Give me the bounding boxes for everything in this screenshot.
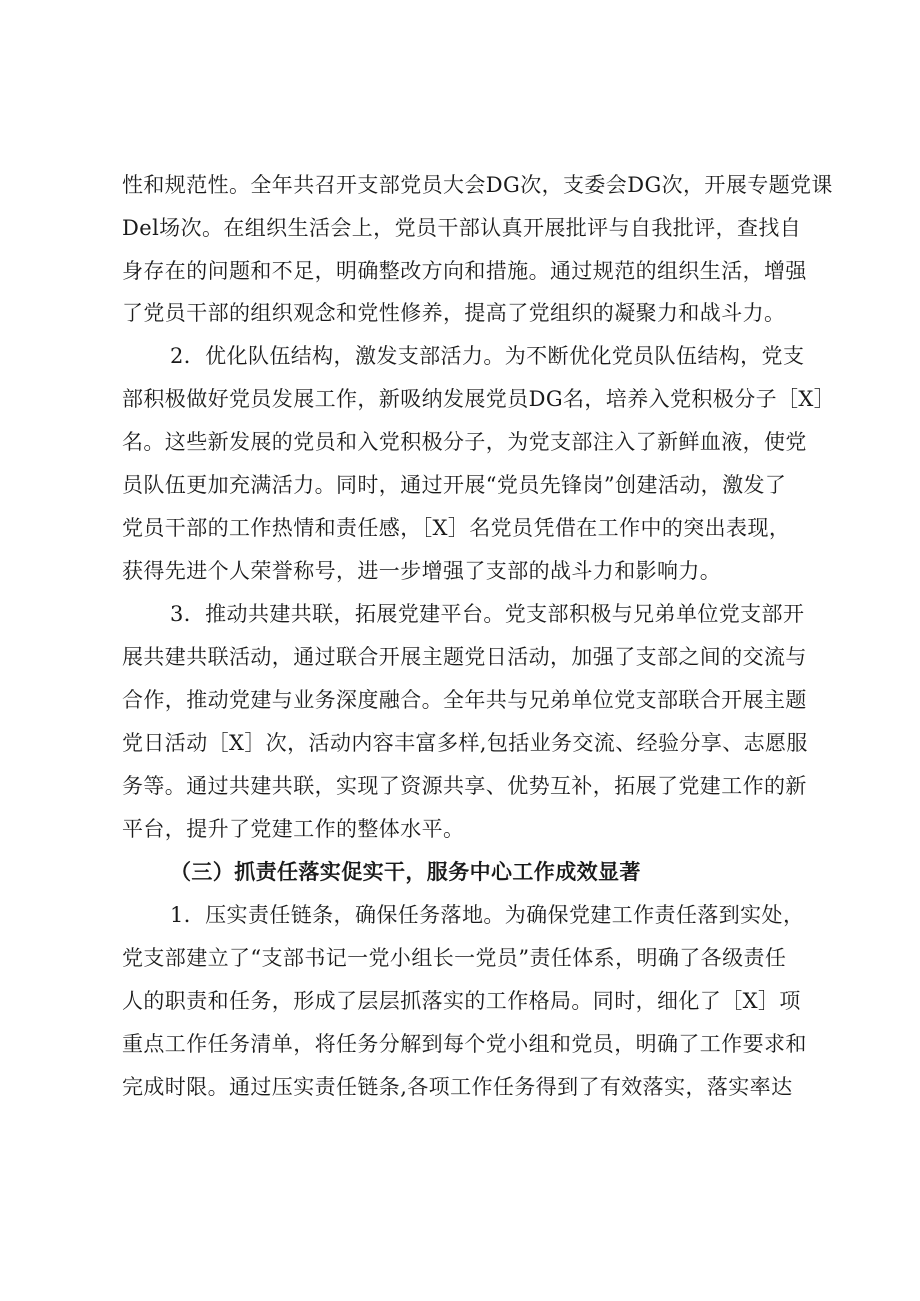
paragraph-line: 平台，提升了党建工作的整体水平。 [122, 817, 465, 841]
paragraph-line: 3．推动共建共联，拓展党建平台。党支部积极与兄弟单位党支部开 [170, 602, 805, 626]
paragraph-line: 重点工作任务清单，将任务分解到每个党小组和党员，明确了工作要求和 [122, 1032, 807, 1056]
paragraph-line: 合作，推动党建与业务深度融合。全年共与兄弟单位党支部联合开展主题 [122, 688, 807, 712]
paragraph-line: 名。这些新发展的党员和入党积极分子，为党支部注入了新鲜血液，使党 [122, 430, 807, 454]
paragraph-line: 展共建共联活动，通过联合开展主题党日活动，加强了支部之间的交流与 [122, 645, 807, 669]
paragraph-line: 身存在的问题和不足，明确整改方向和措施。通过规范的组织生活，增强 [122, 259, 807, 283]
section-heading: （三）抓责任落实促实干，服务中心工作成效显著 [170, 859, 641, 884]
paragraph-line: 党日活动［X］次，活动内容丰富多样,包括业务交流、经验分享、志愿服 [122, 731, 808, 755]
paragraph-line: Del场次。在组织生活会上，党员干部认真开展批评与自我批评，查找自 [122, 216, 802, 240]
paragraph-line: 完成时限。通过压实责任链条,各项工作任务得到了有效落实，落实率达 [122, 1075, 793, 1099]
paragraph-line: 部积极做好党员发展工作，新吸纳发展党员DG名，培养入党积极分子［X］ [122, 387, 836, 411]
paragraph-line: 人的职责和任务，形成了层层抓落实的工作格局。同时，细化了［X］项 [122, 989, 801, 1013]
paragraph-line: 2．优化队伍结构，激发支部活力。为不断优化党员队伍结构，党支 [170, 344, 805, 368]
paragraph-line: 党员干部的工作热情和责任感，［X］名党员凭借在工作中的突出表现， [122, 516, 791, 540]
paragraph-line: 务等。通过共建共联，实现了资源共享、优势互补，拓展了党建工作的新 [122, 774, 807, 798]
paragraph-line: 员队伍更加充满活力。同时，通过开展“党员先锋岗”创建活动，激发了 [122, 473, 787, 497]
paragraph-line: 了党员干部的组织观念和党性修养，提高了党组织的凝聚力和战斗力。 [122, 301, 786, 325]
paragraph-line: 性和规范性。全年共召开支部党员大会DG次，支委会DG次，开展专题党课 [122, 173, 833, 197]
paragraph-line: 1．压实责任链条，确保任务落地。为确保党建工作责任落到实处， [170, 903, 805, 927]
paragraph-line: 党支部建立了“支部书记一党小组长一党员”责任体系，明确了各级责任 [122, 946, 787, 970]
paragraph-line: 获得先进个人荣誉称号，进一步增强了支部的战斗力和影响力。 [122, 559, 722, 583]
